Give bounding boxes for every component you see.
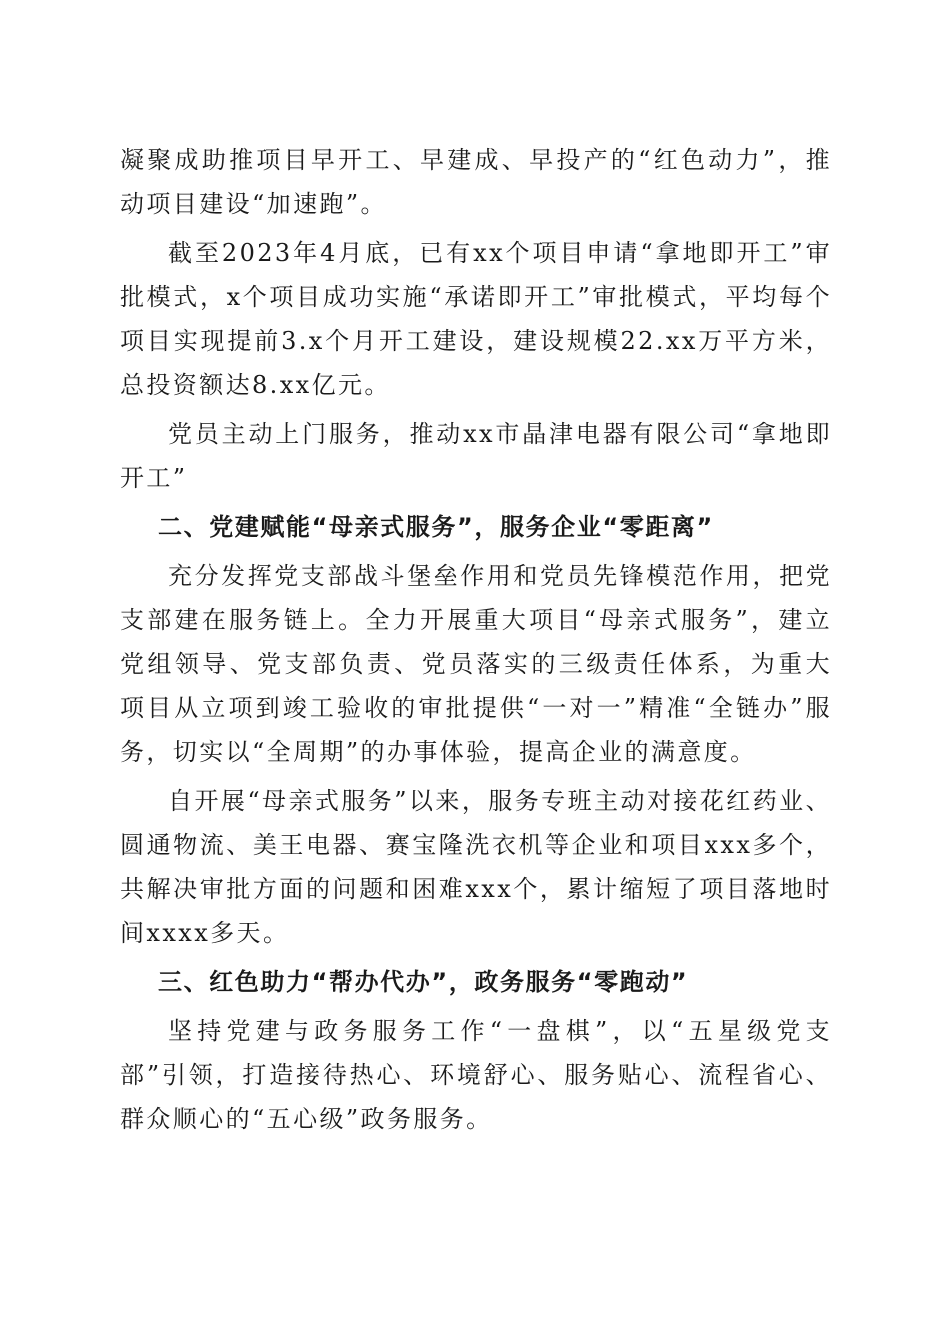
paragraph-member-service: 党员主动上门服务，推动xx市晶津电器有限公司“拿地即开工” <box>120 420 832 492</box>
paragraph-continuation: 凝聚成助推项目早开工、早建成、早投产的“红色动力”，推动项目建设“加速跑”。 <box>120 146 832 218</box>
document-body <box>120 138 832 1146</box>
paragraph-service-results: 自开展“母亲式服务”以来，服务专班主动对接花红药业、圆通物流、美王电器、赛宝隆洗衣机等企业和项目xxx多个，共解决审批方面的问题和困难xxx个，累计缩短了项目落地时间xxxx多天。 <box>120 787 832 947</box>
paragraph-five-heart-service: 坚持党建与政务服务工作“一盘棋”，以“五星级党支部”引领，打造接待热心、环境舒心、服务贴心、流程省心、群众顺心的“五心级”政务服务。 <box>120 1017 832 1133</box>
section-heading-3: 三、红色助力“帮办代办”，政务服务“零跑动” <box>158 968 689 996</box>
paragraph-progress-stats: 截至2023年4月底，已有xx个项目申请“拿地即开工”审批模式，x个项目成功实施“承诺即开工”审批模式，平均每个项目实现提前3.x个月开工建设，建设规模22.xx万平方米，总投资额达8.xx亿元。 <box>120 239 832 399</box>
section-heading-2: 二、党建赋能“母亲式服务”，服务企业“零距离” <box>158 513 714 541</box>
paragraph-mother-service: 充分发挥党支部战斗堡垒作用和党员先锋模范作用，把党支部建在服务链上。全力开展重大项目“母亲式服务”，建立党组领导、党支部负责、党员落实的三级责任体系，为重大项目从立项到竣工验收的审批提供“一对一”精准“全链办”服务，切实以“全周期”的办事体验，提高企业的满意度。 <box>120 562 832 766</box>
